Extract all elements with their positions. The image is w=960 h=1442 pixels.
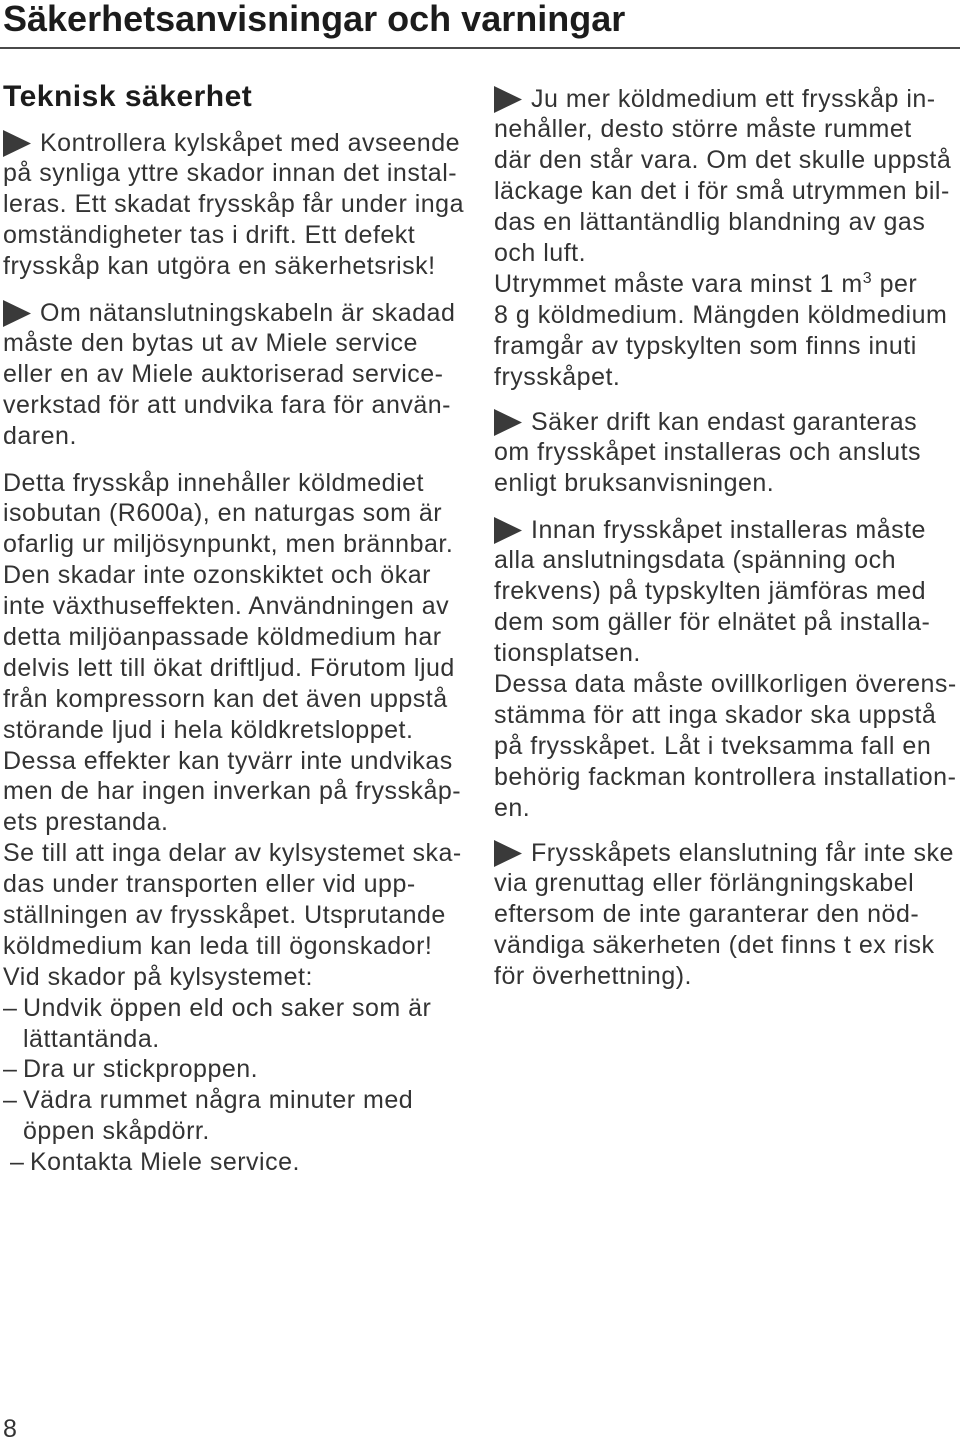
right-paragraph-2: [494, 407, 954, 500]
paragraph-line: Vid skador på kylsystemet:: [3, 962, 313, 991]
page-number: 8: [3, 1415, 17, 1442]
paragraph-line: köldmedium kan leda till ögonskador!: [3, 931, 433, 960]
line-text: Kontrollera kylskåpet med avseende: [40, 128, 461, 157]
paragraph-line: frysskåpet.: [494, 362, 621, 391]
paragraph-line: framgår av typskylten som finns inuti: [494, 331, 917, 360]
paragraph-line: [494, 269, 954, 300]
paragraph-line: das under transporten eller vid upp-: [3, 870, 416, 899]
paragraph-line: ställningen av frysskåpet. Utsprutande: [3, 900, 446, 929]
paragraph-line: en.: [494, 793, 531, 822]
section-heading: Teknisk säkerhet: [3, 80, 253, 113]
line-text: per: [872, 269, 918, 298]
paragraph-line: läckage kan det i för små utrymmen bil-: [494, 177, 950, 206]
paragraph-line: Se till att inga delar av kylsystemet ska-: [3, 839, 462, 868]
list-line: lättantända.: [23, 1024, 160, 1053]
paragraph-line: daren.: [3, 422, 77, 451]
line-text: Utrymmet måste vara minst 1 m: [494, 269, 863, 298]
paragraph-line: ofarlig ur miljösynpunkt, men brännbar.: [3, 530, 454, 559]
dash-marker: –: [3, 1055, 18, 1084]
triangle-bullet-icon: [494, 409, 522, 436]
paragraph-line: [494, 84, 954, 115]
list-item: [3, 1054, 463, 1085]
page-title: Säkerhetsanvisningar och varningar: [3, 0, 626, 39]
paragraph-line: där den står vara. Om det skulle uppstå: [494, 146, 952, 175]
right-paragraph-1: [494, 84, 954, 393]
paragraph-line: detta miljöanpassade köldmedium har: [3, 622, 442, 651]
paragraph-line: Den skadar inte ozonskiktet och ökar: [3, 561, 431, 590]
paragraph-line: dem som gäller för elnätet på installa-: [494, 608, 931, 637]
paragraph-line: 8 g köldmedium. Mängden köldmedium: [494, 300, 948, 329]
paragraph-line: och luft.: [494, 238, 587, 267]
dash-marker: –: [10, 1148, 25, 1177]
list-item: [3, 993, 463, 1055]
line-text: Säker drift kan endast garanteras: [531, 407, 918, 436]
paragraph-line: Dessa effekter kan tyvärr inte undvikas: [3, 746, 453, 775]
superscript: 3: [862, 269, 873, 287]
paragraph-line: eller en av Miele auktoriserad service-: [3, 360, 444, 389]
list-line: [10, 1147, 463, 1178]
paragraph-line: om frysskåpet installeras och ansluts: [494, 438, 922, 467]
left-paragraph-2: [3, 298, 463, 452]
triangle-bullet-icon: [494, 517, 522, 544]
paragraph-line: leras. Ett skadat frysskåp får under inga: [3, 190, 464, 219]
paragraph-line: tionsplatsen.: [494, 639, 641, 668]
paragraph-line: stämma för att inga skador ska uppstå: [494, 700, 937, 729]
paragraph-line: nehåller, desto större måste rummet: [494, 115, 912, 144]
line-text: Undvik öppen eld och saker som är: [23, 993, 432, 1022]
paragraph-line: frysskåp kan utgöra en säkerhetsrisk!: [3, 252, 436, 281]
list-line: [3, 1085, 463, 1116]
paragraph-line: verkstad för att undvika fara för använ-: [3, 391, 451, 420]
paragraph-line: via grenuttag eller förlängningskabel: [494, 869, 915, 898]
paragraph-line: från kompressorn kan det även uppstå: [3, 684, 448, 713]
triangle-bullet-icon: [3, 130, 31, 157]
paragraph-line: på frysskåpet. Låt i tveksamma fall en: [494, 731, 932, 760]
paragraph-line: omständigheter tas i drift. Ett defekt: [3, 221, 416, 250]
line-text: Vädra rummet några minuter med: [23, 1086, 414, 1115]
list-item: [3, 1085, 463, 1147]
paragraph-line: delvis lett till ökat driftljud. Förutom ljud: [3, 653, 455, 682]
line-text: Om nätanslutningskabeln är skadad: [40, 298, 456, 327]
line-text: Frysskåpets elanslutning får inte ske: [531, 838, 954, 867]
paragraph-line: behörig fackman kontrollera installation-: [494, 762, 957, 791]
paragraph-line: eftersom de inte garanterar den nöd-: [494, 900, 920, 929]
paragraph-line: alla anslutningsdata (spänning och: [494, 546, 896, 575]
paragraph-line: störande ljud i hela köldkretsloppet.: [3, 715, 414, 744]
right-paragraph-4: [494, 838, 954, 992]
paragraph-line: måste den bytas ut av Miele service: [3, 329, 418, 358]
paragraph-line: inte växthuseffekten. Användningen av: [3, 592, 450, 621]
line-text: Kontakta Miele service.: [30, 1148, 300, 1177]
dash-list: [3, 993, 463, 1178]
paragraph-line: [494, 515, 954, 546]
line-text: Dra ur stickproppen.: [23, 1055, 259, 1084]
paragraph-line: [3, 128, 463, 159]
paragraph-line: Detta frysskåp innehåller köldmediet: [3, 468, 424, 497]
list-line: öppen skåpdörr.: [23, 1117, 210, 1146]
triangle-bullet-icon: [494, 86, 522, 113]
paragraph-line: på synliga yttre skador innan det instal-: [3, 159, 458, 188]
paragraph-line: [3, 298, 463, 329]
paragraph-line: frekvens) på typskylten jämföras med: [494, 577, 927, 606]
paragraph-line: das en lättantändlig blandning av gas: [494, 208, 926, 237]
triangle-bullet-icon: [3, 300, 31, 327]
triangle-bullet-icon: [494, 840, 522, 867]
left-paragraph-3: [3, 468, 463, 1178]
paragraph-line: enligt bruksanvisningen.: [494, 469, 775, 498]
line-text: Ju mer köldmedium ett frysskåp in-: [531, 84, 936, 113]
paragraph-line: Dessa data måste ovillkorligen överens-: [494, 669, 957, 698]
paragraph-line: för överhettning).: [494, 962, 692, 991]
paragraph-line: isobutan (R600a), en naturgas som är: [3, 499, 443, 528]
list-line: [3, 1054, 463, 1085]
paragraph-line: vändiga säkerheten (det finns t ex risk: [494, 931, 935, 960]
paragraph-line: [494, 838, 954, 869]
list-line: [3, 993, 463, 1024]
line-text: Innan frysskåpet installeras måste: [531, 515, 926, 544]
title-divider: [0, 47, 960, 49]
left-paragraph-1: [3, 128, 463, 282]
paragraph-line: men de har ingen inverkan på frysskåp-: [3, 777, 462, 806]
right-paragraph-3: [494, 515, 957, 824]
paragraph-line: ets prestanda.: [3, 808, 169, 837]
dash-marker: –: [3, 1086, 18, 1115]
paragraph-line: [494, 407, 954, 438]
list-item: [3, 1147, 463, 1178]
dash-marker: –: [3, 993, 18, 1022]
